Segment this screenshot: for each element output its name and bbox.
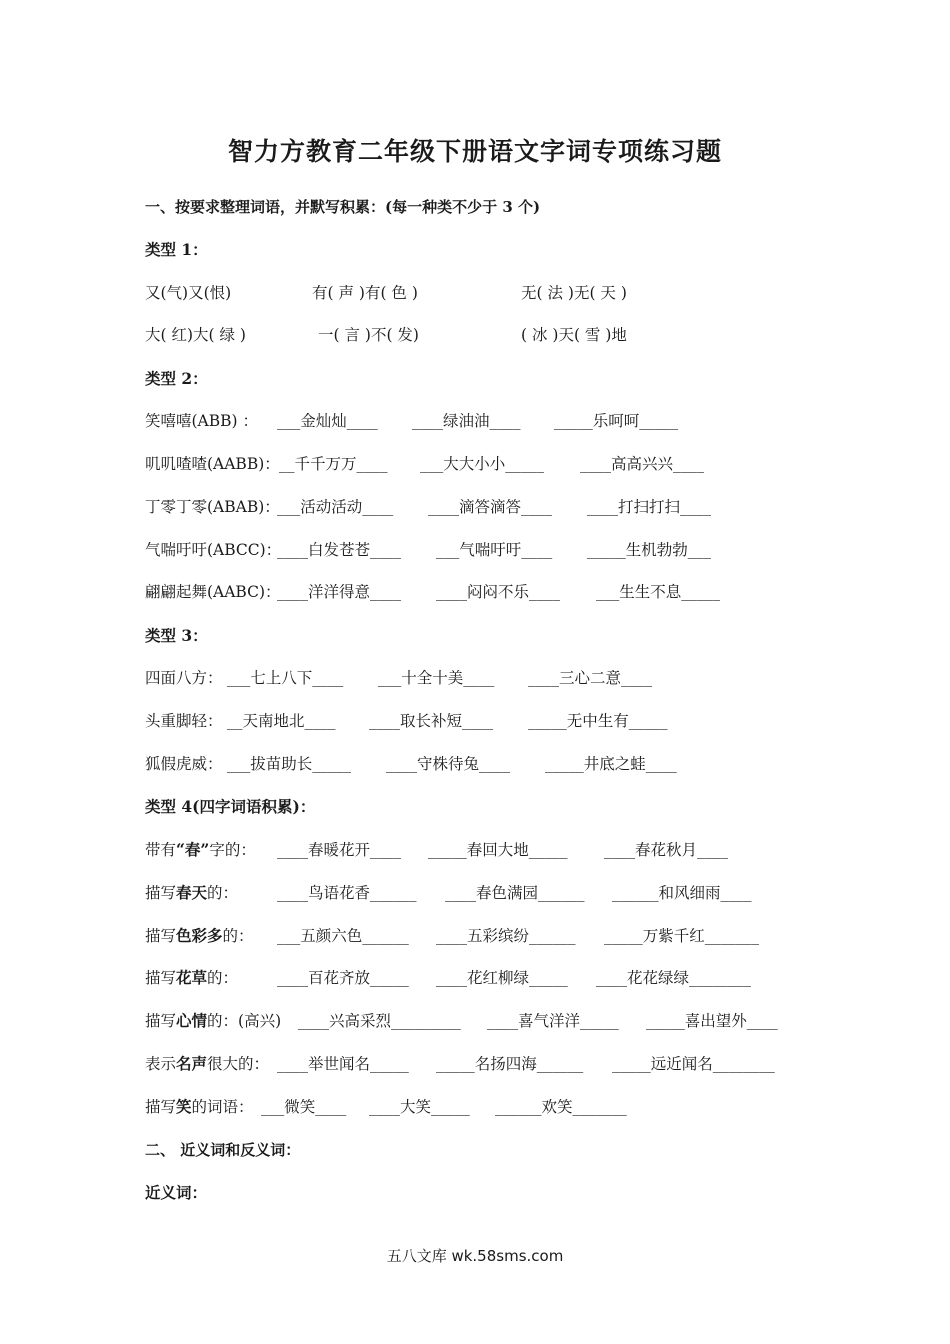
type-4-label: 类型 4(四字词语积累)： bbox=[145, 797, 316, 816]
answer-cell: ___生生不息_____ bbox=[596, 583, 721, 601]
row-prefix: 笑嘻嘻(ABB) ： bbox=[145, 412, 258, 430]
row-prefix bbox=[145, 1096, 254, 1118]
idiom-cell: ( 冰 )天( 雪 )地 bbox=[521, 326, 627, 344]
answer-cell: ___活动活动____ bbox=[277, 498, 394, 516]
footer-watermark: 五八文库 wk.58sms.com bbox=[386, 1247, 564, 1265]
prefix-key: 名声 bbox=[176, 1054, 208, 1073]
row-prefix: 叽叽喳喳(AABB)： bbox=[145, 455, 280, 473]
idiom-cell: 无( 法 )无( 天 ) bbox=[521, 284, 627, 302]
answer-cell: ______欢笑_______ bbox=[495, 1098, 627, 1116]
answer-cell: ____喜气洋洋_____ bbox=[487, 1012, 619, 1030]
answer-cell: _____远近闻名________ bbox=[612, 1055, 775, 1073]
row-prefix bbox=[145, 882, 238, 904]
answer-cell: _____乐呵呵_____ bbox=[554, 412, 679, 430]
answer-cell: ___气喘吁吁____ bbox=[436, 541, 553, 559]
answer-cell: ____闷闷不乐____ bbox=[436, 583, 561, 601]
answer-cell: _____生机勃勃___ bbox=[587, 541, 712, 559]
answer-cell: ___七上八下____ bbox=[227, 669, 344, 687]
answer-cell: ___五颜六色______ bbox=[277, 927, 409, 945]
prefix-pre: 表示 bbox=[145, 1055, 177, 1073]
row-prefix bbox=[145, 967, 238, 989]
answer-cell: ____五彩缤纷______ bbox=[436, 927, 576, 945]
answer-cell: ____春色满园______ bbox=[445, 884, 585, 902]
answer-cell: _____春回大地_____ bbox=[428, 841, 568, 859]
answer-cell: ___金灿灿____ bbox=[277, 412, 378, 430]
row-prefix bbox=[145, 839, 256, 861]
row-prefix bbox=[145, 925, 254, 947]
prefix-pre: 描写 bbox=[145, 1012, 177, 1030]
prefix-pre: 描写 bbox=[145, 927, 177, 945]
prefix-pre: 描写 bbox=[145, 969, 177, 987]
answer-cell: ____高高兴兴____ bbox=[580, 455, 705, 473]
answer-cell: ______和风细雨____ bbox=[612, 884, 752, 902]
answer-cell: ____花红柳绿_____ bbox=[436, 969, 568, 987]
row-prefix: 四面八方： bbox=[145, 669, 223, 687]
answer-cell: ____守株待兔____ bbox=[386, 755, 511, 773]
answer-cell: __千千万万____ bbox=[279, 455, 388, 473]
idiom-cell: 又(气)又(恨) bbox=[145, 284, 232, 302]
row-prefix: 头重脚轻： bbox=[145, 712, 223, 730]
answer-cell: ____打扫打扫____ bbox=[587, 498, 712, 516]
answer-cell: __天南地北____ bbox=[227, 712, 336, 730]
answer-cell: ____百花齐放_____ bbox=[277, 969, 409, 987]
page-title: 智力方教育二年级下册语文字词专项练习题 bbox=[227, 137, 722, 166]
type-1-label: 类型 1： bbox=[145, 240, 208, 259]
answer-cell: _____喜出望外____ bbox=[646, 1012, 778, 1030]
idiom-cell: 有( 声 )有( 色 ) bbox=[312, 284, 418, 302]
prefix-post: 的： bbox=[222, 927, 254, 945]
type-3-label: 类型 3： bbox=[145, 626, 208, 645]
answer-cell: ___微笑____ bbox=[261, 1098, 347, 1116]
prefix-post: 的： bbox=[207, 884, 239, 902]
answer-cell: ____春暖花开____ bbox=[277, 841, 402, 859]
prefix-pre: 带有 bbox=[145, 841, 177, 859]
prefix-pre: 描写 bbox=[145, 1098, 177, 1116]
answer-cell: ____春花秋月____ bbox=[604, 841, 729, 859]
answer-cell: ____三心二意____ bbox=[528, 669, 653, 687]
prefix-key: “春” bbox=[176, 840, 210, 859]
row-prefix bbox=[145, 1010, 281, 1032]
answer-cell: ____花花绿绿________ bbox=[596, 969, 752, 987]
synonyms-label: 近义词： bbox=[145, 1183, 208, 1202]
type-2-label: 类型 2： bbox=[145, 369, 208, 388]
row-prefix: 翩翩起舞(AABC)： bbox=[145, 583, 281, 601]
row-prefix: 气喘吁吁(ABCC)： bbox=[145, 541, 282, 559]
answer-cell: ___大大小小_____ bbox=[420, 455, 545, 473]
row-prefix bbox=[145, 1053, 269, 1075]
answer-cell: _____名扬四海______ bbox=[436, 1055, 584, 1073]
prefix-key: 笑 bbox=[176, 1097, 192, 1116]
prefix-key: 色彩多 bbox=[176, 926, 223, 945]
prefix-post: 的： bbox=[207, 969, 239, 987]
prefix-post: 字的： bbox=[209, 841, 256, 859]
prefix-key: 花草 bbox=[176, 968, 208, 987]
answer-cell: ____鸟语花香______ bbox=[277, 884, 417, 902]
answer-cell: ____洋洋得意____ bbox=[277, 583, 402, 601]
answer-cell: ____取长补短____ bbox=[369, 712, 494, 730]
prefix-post: 的：(高兴) bbox=[207, 1012, 282, 1030]
prefix-post: 的词语： bbox=[191, 1098, 254, 1116]
answer-cell: _____井底之蛙____ bbox=[545, 755, 677, 773]
section-1-heading: 一、按要求整理词语，并默写积累：(每一种类不少于 3 个) bbox=[145, 198, 541, 216]
prefix-pre: 描写 bbox=[145, 884, 177, 902]
answer-cell: ____兴高采烈_________ bbox=[298, 1012, 461, 1030]
section-2-heading: 二、 近义词和反义词： bbox=[145, 1141, 301, 1159]
answer-cell: ____滴答滴答____ bbox=[428, 498, 553, 516]
prefix-key: 心情 bbox=[176, 1011, 208, 1030]
answer-cell: ____举世闻名_____ bbox=[277, 1055, 409, 1073]
prefix-key: 春天 bbox=[176, 883, 208, 902]
idiom-cell: 大( 红)大( 绿 ) bbox=[145, 326, 246, 344]
answer-cell: ___十全十美____ bbox=[378, 669, 495, 687]
answer-cell: ____大笑_____ bbox=[369, 1098, 470, 1116]
answer-cell: ____绿油油____ bbox=[412, 412, 521, 430]
answer-cell: ____白发苍苍____ bbox=[277, 541, 402, 559]
idiom-cell: 一( 言 )不( 发) bbox=[318, 326, 419, 344]
answer-cell: _____无中生有_____ bbox=[528, 712, 668, 730]
row-prefix: 狐假虎威： bbox=[145, 755, 223, 773]
answer-cell: ___拔苗助长_____ bbox=[227, 755, 352, 773]
row-prefix: 丁零丁零(ABAB)： bbox=[145, 498, 280, 516]
answer-cell: _____万紫千红_______ bbox=[604, 927, 760, 945]
prefix-post: 很大的： bbox=[207, 1055, 270, 1073]
